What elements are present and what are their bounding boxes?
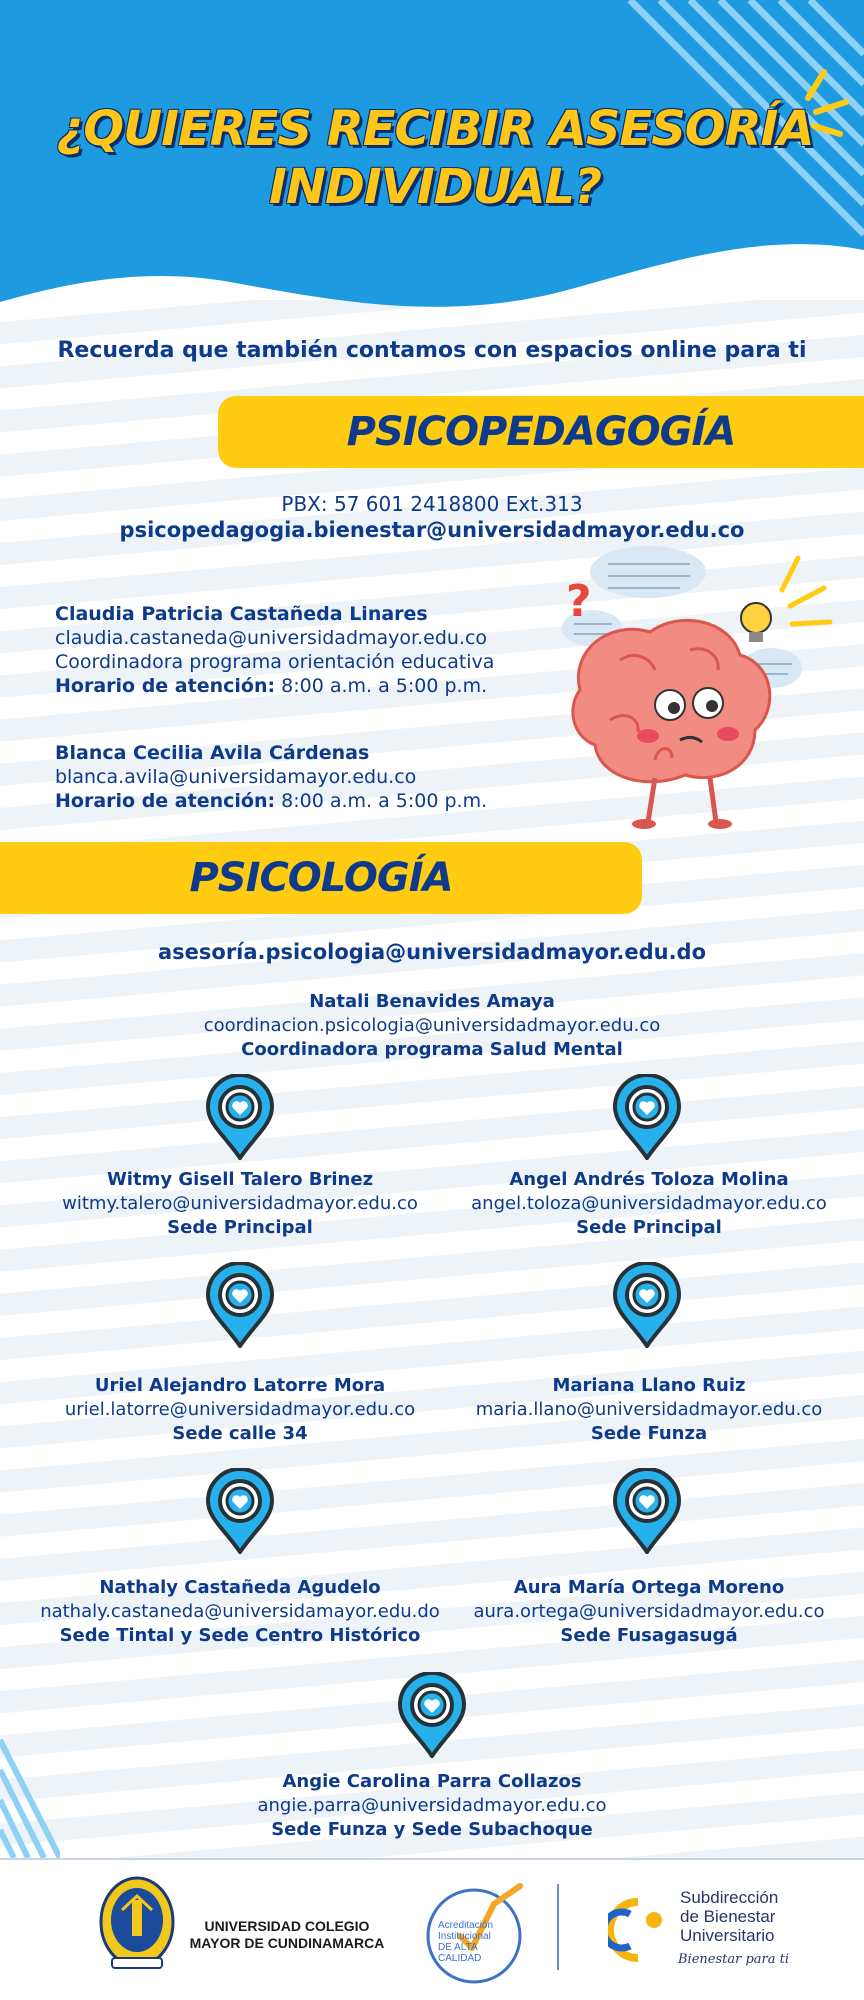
psychologist-name: Uriel Alejandro Latorre Mora: [94, 1375, 386, 1396]
psychologist-card: [434, 1374, 864, 1446]
question-mark-icon: ?: [566, 576, 592, 627]
bienestar-line-3: Universitario: [680, 1926, 775, 1945]
coordinator-role: Coordinadora programa Salud Mental: [241, 1039, 623, 1060]
psychologist-card: [434, 1576, 864, 1648]
contact-hours: [55, 789, 487, 813]
psychologist-sede: Sede Funza: [590, 1423, 708, 1444]
footer-divider: [557, 1884, 559, 1970]
headline: [40, 100, 830, 216]
psychologist-email[interactable]: witmy.talero@universidadmayor.edu.co: [62, 1193, 418, 1214]
headline-line-1: ¿QUIERES RECIBIR ASESORÍA: [56, 101, 814, 157]
psicologia-band: [0, 842, 642, 914]
university-name: [182, 1918, 392, 1952]
coordinator-card: [0, 990, 864, 1062]
university-name-line-1: UNIVERSIDAD COLEGIO: [204, 1918, 370, 1934]
contact-email[interactable]: blanca.avila@universidamayor.edu.co: [55, 766, 417, 788]
coordinator-email[interactable]: coordinacion.psicologia@universidadmayor.edu.co: [203, 1015, 661, 1036]
location-pin-icon: [612, 1468, 682, 1554]
header: [0, 0, 864, 330]
hours-label: Horario de atención:: [55, 675, 276, 697]
hours-label: Horario de atención:: [55, 790, 276, 812]
headline-line-2: INDIVIDUAL?: [269, 159, 601, 215]
bienestar-line-1: Subdirección: [680, 1888, 779, 1907]
psychologist-email[interactable]: angie.parra@universidadmayor.edu.co: [257, 1795, 607, 1816]
university-seal-logo: [98, 1874, 176, 1974]
psicopedagogia-band: [218, 396, 864, 468]
psicopedagogia-title: PSICOPEDAGOGÍA: [346, 409, 736, 455]
hours-value: 8:00 a.m. a 5:00 p.m.: [281, 675, 488, 697]
location-pin-icon: [205, 1262, 275, 1348]
psicologia-title: PSICOLOGÍA: [189, 855, 453, 901]
bienestar-line-2: de Bienestar: [680, 1907, 776, 1926]
psychologist-sede: Sede calle 34: [172, 1423, 308, 1444]
lightbulb-icon: [741, 558, 830, 642]
university-name-line-2: MAYOR DE CUNDINAMARCA: [189, 1935, 385, 1951]
footer: [0, 1858, 864, 2000]
psychologist-card: [217, 1770, 647, 1842]
psychologist-card: [434, 1168, 864, 1240]
location-pin-icon: [205, 1468, 275, 1554]
coordinator-name: Natali Benavides Amaya: [309, 991, 555, 1012]
psychologist-email[interactable]: angel.toloza@universidadmayor.edu.co: [471, 1193, 827, 1214]
psychologist-sede: Sede Tintal y Sede Centro Histórico: [59, 1625, 421, 1646]
psychologist-name: Angel Andrés Toloza Molina: [509, 1169, 789, 1190]
pbx-phone[interactable]: PBX: 57 601 2418800 Ext.313: [281, 492, 583, 516]
psychologist-card: [25, 1168, 455, 1240]
location-pin-icon: [397, 1672, 467, 1758]
accreditation-line-2: Institucional: [438, 1931, 491, 1942]
accreditation-line-1: Acreditación: [438, 1920, 494, 1931]
psychologist-sede: Sede Funza y Sede Subachoque: [271, 1819, 593, 1840]
psychologist-sede: Sede Fusagasugá: [560, 1625, 738, 1646]
contact-role: Coordinadora programa orientación educativa: [55, 651, 495, 673]
bienestar-logo: [608, 1896, 672, 1962]
psychologist-card: [25, 1374, 455, 1446]
location-pin-icon: [612, 1074, 682, 1160]
psicologia-email[interactable]: asesoría.psicologia@universidadmayor.edu.do: [157, 940, 707, 964]
accreditation-line-3: DE ALTA CALIDAD: [438, 1942, 482, 1964]
psychologist-email[interactable]: aura.ortega@universidadmayor.edu.co: [473, 1601, 825, 1622]
decorative-stripes: [0, 1730, 60, 1858]
psicopedagogia-email[interactable]: psicopedagogia.bienestar@universidadmayor.edu.co: [119, 518, 745, 542]
contact-name: Blanca Cecilia Avila Cárdenas: [55, 742, 370, 764]
psychologist-card: [25, 1576, 455, 1648]
psychologist-name: Nathaly Castañeda Agudelo: [99, 1577, 381, 1598]
contact-hours: [55, 674, 494, 698]
contact-name: Claudia Patricia Castañeda Linares: [55, 603, 428, 625]
contact-email[interactable]: claudia.castaneda@universidadmayor.edu.co: [55, 627, 488, 649]
psychologist-name: Angie Carolina Parra Collazos: [282, 1771, 582, 1792]
bienestar-tagline: Bienestar para ti: [678, 1952, 790, 1967]
psychologist-name: Mariana Llano Ruiz: [552, 1375, 746, 1396]
psychologist-email[interactable]: uriel.latorre@universidadmayor.edu.co: [64, 1399, 416, 1420]
psychologist-name: Witmy Gisell Talero Brinez: [106, 1169, 374, 1190]
contact-card: [55, 741, 487, 813]
thinking-brain-illustration: [540, 540, 840, 840]
subtitle: Recuerda que también contamos con espacios online para ti: [57, 338, 807, 363]
bienestar-title: [680, 1888, 778, 1945]
hours-value: 8:00 a.m. a 5:00 p.m.: [281, 790, 488, 812]
contact-card: [55, 602, 494, 698]
psychologist-name: Aura María Ortega Moreno: [513, 1577, 785, 1598]
psychologist-sede: Sede Principal: [576, 1217, 722, 1238]
psychologist-sede: Sede Principal: [167, 1217, 313, 1238]
location-pin-icon: [205, 1074, 275, 1160]
psychologist-email[interactable]: nathaly.castaneda@universidamayor.edu.do: [40, 1601, 440, 1622]
location-pin-icon: [612, 1262, 682, 1348]
accreditation-text: [438, 1920, 518, 1964]
psychologist-email[interactable]: maria.llano@universidadmayor.edu.co: [475, 1399, 823, 1420]
